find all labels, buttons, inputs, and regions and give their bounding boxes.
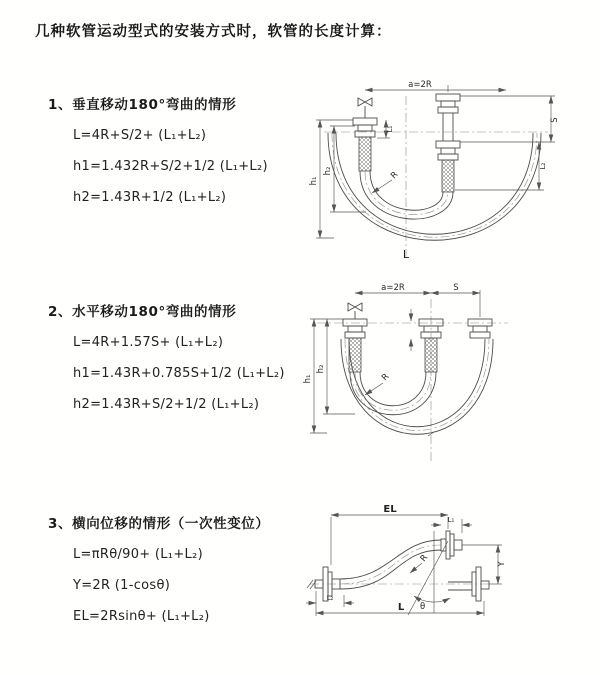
upper-flange-assembly [441,531,462,559]
left-flange-assembly [343,319,367,372]
braided-hose-section [442,160,454,192]
dim-label-y: Y [497,561,507,567]
dim-label-length: L [397,602,405,613]
dim-label-radius: R [389,169,401,182]
section-1-heading: 1、垂直移动180°弯曲的情形 [48,97,237,113]
diagram-3-lateral-displacement [298,503,600,654]
diagram-1-vertical-movement [308,76,585,272]
dim-label-theta: θ [420,602,426,612]
radius-leader [365,383,383,395]
section-3-formula-Y: Y=2R (1-cosθ) [73,578,171,593]
dim-label-stroke: S [453,283,459,293]
dim-label-length: L [402,248,410,261]
section-2-formula-h2: h2=1.43R+S/2+1/2 (L₁+L₂) [73,397,260,412]
dim-label-h1: h₁ [309,176,319,186]
valve-icon [348,303,362,319]
middle-flange-assembly [419,319,443,372]
section-3 [48,515,270,626]
section-2-heading: 2、水平移动180°弯曲的情形 [48,304,237,320]
dim-label-stroke: S [550,117,560,123]
dim-label-l2: L₂ [326,594,334,602]
dim-label-l1: L₁ [386,125,394,133]
right-flange-assembly [468,319,492,338]
braided-hose-section [359,137,371,171]
section-3-formula-EL: EL=2Rsinθ+ (L₁+L₂) [73,609,210,624]
braided-hose-section [425,338,437,372]
section-2-formula-h1: h1=1.43R+0.785S+1/2 (L₁+L₂) [73,366,285,381]
hose-inner-position [360,171,453,219]
dim-label-radius: R [380,371,392,384]
dim-label-h2: h₂ [316,364,326,374]
section-1-formula-L: L=4R+S/2+ (L₁+L₂) [73,128,207,143]
right-flange-assembly [436,94,460,192]
section-2 [48,303,285,414]
dim-label-l2: L₂ [539,162,547,170]
section-2-formula-L: L=4R+1.57S+ (L₁+L₂) [73,335,224,350]
dim-label-h2: h₂ [323,166,333,176]
braided-hose-section [349,338,361,372]
left-flange-assembly [353,118,377,171]
section-1-formula-h2: h2=1.43R+1/2 (L₁+L₂) [73,190,227,205]
dim-label-h1: h₁ [303,374,313,384]
valve-icon [358,98,372,118]
dim-label-span: a=2R [381,283,405,293]
diagram-2-horizontal-movement [303,281,590,477]
dim-label-el: EL [383,504,397,515]
section-1 [48,96,268,207]
section-1-formula-h1: h1=1.432R+S/2+1/2 (L₁+L₂) [73,159,268,174]
section-3-heading: 3、横向位移的情形（一次性变位） [48,516,270,532]
radius-leader [410,563,422,573]
section-3-formula-L: L=πRθ/90+ (L₁+L₂) [73,547,203,562]
dim-label-span: a=2R [408,80,432,90]
dim-label-radius: R [418,552,431,564]
page-title: 几种软管运动型式的安装方式时，软管的长度计算： [35,24,392,40]
dim-label-l1: L₁ [447,516,455,524]
hose-moved-position [341,339,493,434]
construction-diagonal [408,541,448,615]
radius-leader [372,180,392,193]
